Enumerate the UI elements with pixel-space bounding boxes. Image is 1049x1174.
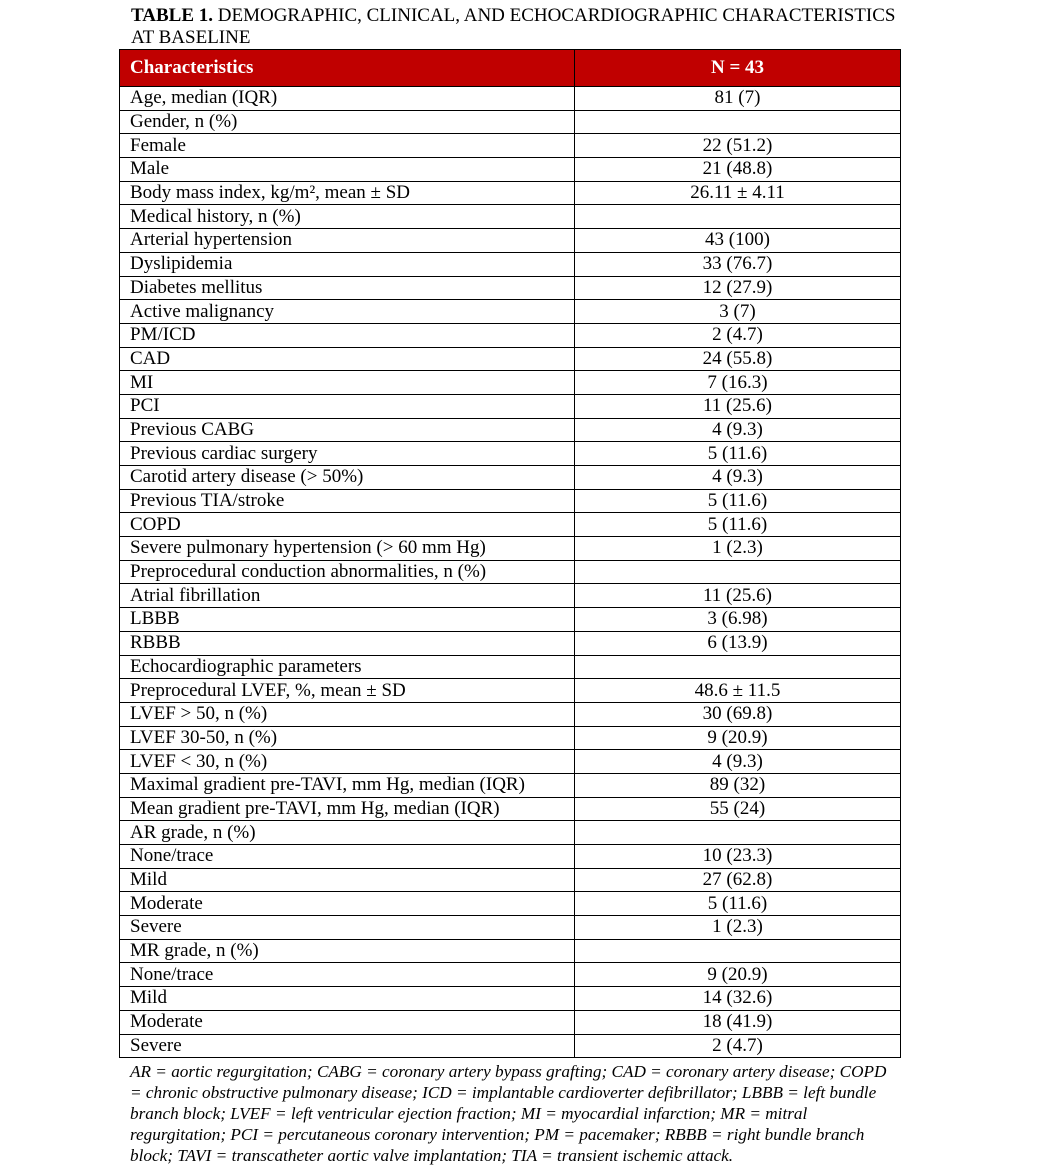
- table-row: [120, 134, 901, 158]
- characteristic-cell: LBBB: [120, 608, 575, 632]
- characteristic-cell: Carotid artery disease (> 50%): [120, 466, 575, 490]
- characteristic-cell: MR grade, n (%): [120, 939, 575, 963]
- characteristic-cell: Severe: [120, 1034, 575, 1058]
- table-row: [120, 821, 901, 845]
- table-caption: [131, 5, 911, 49]
- value-cell: 11 (25.6): [575, 584, 901, 608]
- characteristic-cell: CAD: [120, 347, 575, 371]
- table-row: [120, 205, 901, 229]
- table-row: [120, 229, 901, 253]
- column-header-n: N = 43: [575, 50, 901, 87]
- value-cell: 4 (9.3): [575, 418, 901, 442]
- value-cell: 5 (11.6): [575, 513, 901, 537]
- characteristic-cell: Previous TIA/stroke: [120, 489, 575, 513]
- table-row: [120, 679, 901, 703]
- characteristic-cell: Moderate: [120, 1010, 575, 1034]
- characteristic-cell: Preprocedural LVEF, %, mean ± SD: [120, 679, 575, 703]
- table-row: [120, 892, 901, 916]
- characteristic-cell: Preprocedural conduction abnormalities, n (%): [120, 560, 575, 584]
- value-cell: 43 (100): [575, 229, 901, 253]
- value-cell: 11 (25.6): [575, 394, 901, 418]
- value-cell: 9 (20.9): [575, 963, 901, 987]
- value-cell: [575, 821, 901, 845]
- table-row: [120, 394, 901, 418]
- value-cell: 5 (11.6): [575, 892, 901, 916]
- value-cell: 48.6 ± 11.5: [575, 679, 901, 703]
- value-cell: 6 (13.9): [575, 631, 901, 655]
- table-row: [120, 1010, 901, 1034]
- table-row: [120, 655, 901, 679]
- table-row: [120, 442, 901, 466]
- characteristic-cell: COPD: [120, 513, 575, 537]
- characteristic-cell: Arterial hypertension: [120, 229, 575, 253]
- characteristic-cell: Severe: [120, 916, 575, 940]
- characteristic-cell: Previous CABG: [120, 418, 575, 442]
- table-row: [120, 276, 901, 300]
- characteristic-cell: Mild: [120, 987, 575, 1011]
- table-row: [120, 323, 901, 347]
- value-cell: [575, 110, 901, 134]
- characteristic-cell: Body mass index, kg/m², mean ± SD: [120, 181, 575, 205]
- characteristic-cell: Female: [120, 134, 575, 158]
- value-cell: 89 (32): [575, 773, 901, 797]
- characteristic-cell: None/trace: [120, 845, 575, 869]
- table-row: [120, 916, 901, 940]
- characteristic-cell: Diabetes mellitus: [120, 276, 575, 300]
- table-row: [120, 466, 901, 490]
- table-row: [120, 181, 901, 205]
- characteristic-cell: Atrial fibrillation: [120, 584, 575, 608]
- value-cell: 2 (4.7): [575, 323, 901, 347]
- value-cell: 1 (2.3): [575, 537, 901, 561]
- table-row: [120, 489, 901, 513]
- value-cell: 9 (20.9): [575, 726, 901, 750]
- table-row: [120, 631, 901, 655]
- characteristic-cell: Male: [120, 158, 575, 182]
- table-row: [120, 963, 901, 987]
- table-row: [120, 584, 901, 608]
- value-cell: 2 (4.7): [575, 1034, 901, 1058]
- table-row: [120, 939, 901, 963]
- column-header-characteristics: Characteristics: [120, 50, 575, 87]
- value-cell: 3 (6.98): [575, 608, 901, 632]
- value-cell: 4 (9.3): [575, 750, 901, 774]
- characteristic-cell: MI: [120, 371, 575, 395]
- characteristic-cell: Gender, n (%): [120, 110, 575, 134]
- value-cell: 30 (69.8): [575, 702, 901, 726]
- characteristic-cell: Mean gradient pre-TAVI, mm Hg, median (IQR): [120, 797, 575, 821]
- table-body: [120, 87, 901, 1058]
- table-row: [120, 750, 901, 774]
- characteristic-cell: PM/ICD: [120, 323, 575, 347]
- value-cell: [575, 205, 901, 229]
- characteristic-cell: LVEF 30-50, n (%): [120, 726, 575, 750]
- characteristic-cell: Medical history, n (%): [120, 205, 575, 229]
- table-row: [120, 513, 901, 537]
- table-footnote: AR = aortic regurgitation; CABG = coronary artery bypass grafting; CAD = coronary artery disease; COPD = chronic obstructive pulmonary disease; ICD = implantable cardioverter defibrillator; LBBB = left bundle branch block; LVEF = left ventricular ejection fraction; MI = myocardial infarction; MR = mitral regurgitation; PCI = percutaneous coronary intervention; PM = pacemaker; RBBB = right bundle branch block; TAVI = transcatheter aortic valve implantation; TIA = transient ischemic attack.: [130, 1062, 887, 1165]
- characteristic-cell: AR grade, n (%): [120, 821, 575, 845]
- table-row: [120, 868, 901, 892]
- value-cell: 3 (7): [575, 300, 901, 324]
- characteristic-cell: Severe pulmonary hypertension (> 60 mm Hg): [120, 537, 575, 561]
- value-cell: 22 (51.2): [575, 134, 901, 158]
- table-row: [120, 537, 901, 561]
- characteristic-cell: Age, median (IQR): [120, 87, 575, 111]
- value-cell: 1 (2.3): [575, 916, 901, 940]
- table-row: [120, 987, 901, 1011]
- table-row: [120, 418, 901, 442]
- characteristic-cell: LVEF < 30, n (%): [120, 750, 575, 774]
- characteristic-cell: Previous cardiac surgery: [120, 442, 575, 466]
- table-row: [120, 845, 901, 869]
- table-row: [120, 702, 901, 726]
- value-cell: [575, 655, 901, 679]
- value-cell: 27 (62.8): [575, 868, 901, 892]
- table-row: [120, 773, 901, 797]
- value-cell: 18 (41.9): [575, 1010, 901, 1034]
- value-cell: 7 (16.3): [575, 371, 901, 395]
- value-cell: 24 (55.8): [575, 347, 901, 371]
- value-cell: 12 (27.9): [575, 276, 901, 300]
- characteristic-cell: None/trace: [120, 963, 575, 987]
- characteristic-cell: Mild: [120, 868, 575, 892]
- table-row: [120, 300, 901, 324]
- value-cell: 14 (32.6): [575, 987, 901, 1011]
- characteristic-cell: Active malignancy: [120, 300, 575, 324]
- value-cell: 55 (24): [575, 797, 901, 821]
- value-cell: 4 (9.3): [575, 466, 901, 490]
- value-cell: 21 (48.8): [575, 158, 901, 182]
- characteristic-cell: PCI: [120, 394, 575, 418]
- table-row: [120, 560, 901, 584]
- characteristic-cell: Echocardiographic parameters: [120, 655, 575, 679]
- table-row: [120, 608, 901, 632]
- table-row: [120, 726, 901, 750]
- value-cell: 26.11 ± 4.11: [575, 181, 901, 205]
- table-row: [120, 797, 901, 821]
- characteristics-table: [119, 49, 901, 1058]
- value-cell: 33 (76.7): [575, 252, 901, 276]
- characteristic-cell: Maximal gradient pre-TAVI, mm Hg, median (IQR): [120, 773, 575, 797]
- value-cell: [575, 939, 901, 963]
- table-caption-text: DEMOGRAPHIC, CLINICAL, AND ECHOCARDIOGRAPHIC CHARACTERISTICS AT BASELINE: [131, 5, 896, 48]
- table-row: [120, 252, 901, 276]
- table-row: [120, 87, 901, 111]
- characteristic-cell: RBBB: [120, 631, 575, 655]
- table-row: [120, 158, 901, 182]
- table-row: [120, 1034, 901, 1058]
- characteristic-cell: Dyslipidemia: [120, 252, 575, 276]
- value-cell: [575, 560, 901, 584]
- characteristic-cell: Moderate: [120, 892, 575, 916]
- value-cell: 5 (11.6): [575, 489, 901, 513]
- value-cell: 10 (23.3): [575, 845, 901, 869]
- characteristic-cell: LVEF > 50, n (%): [120, 702, 575, 726]
- table-row: [120, 371, 901, 395]
- table-caption-label: TABLE 1.: [131, 5, 214, 26]
- table-row: [120, 110, 901, 134]
- table-header-row: [120, 50, 901, 87]
- table-row: [120, 347, 901, 371]
- value-cell: 81 (7): [575, 87, 901, 111]
- value-cell: 5 (11.6): [575, 442, 901, 466]
